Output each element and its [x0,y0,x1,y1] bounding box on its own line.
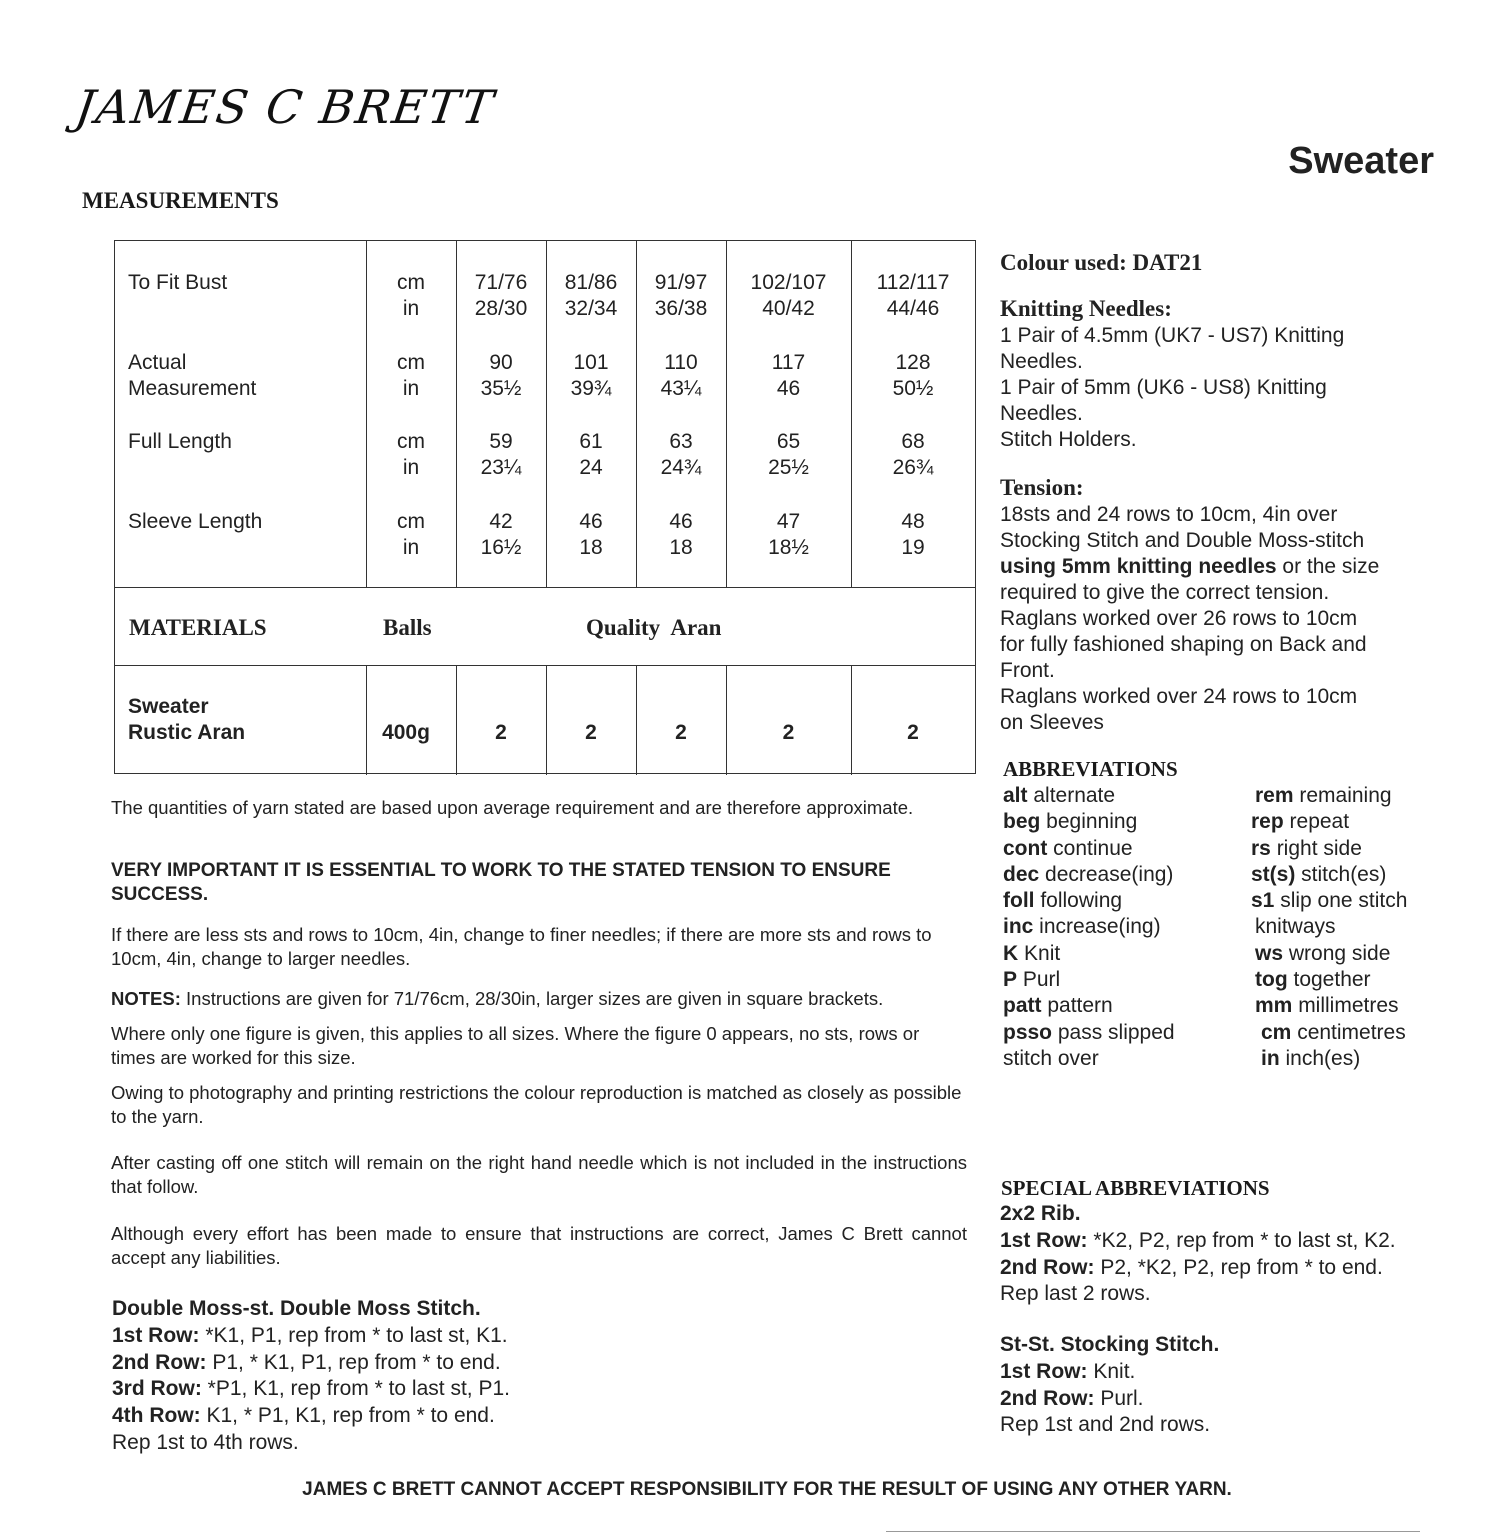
measurements-heading: MEASUREMENTS [82,188,279,213]
yarn-balls-cell: 2 [495,721,507,744]
brand-logo: JAMES C BRETT [72,80,499,134]
needles-list: 1 Pair of 4.5mm (UK7 - US7) Knitting Needles. 1 Pair of 5mm (UK6 - US8) Knitting Needles. Stitch Holders. [1000,324,1345,451]
units-cell: cm in [397,510,425,559]
yarn-balls-cell: 2 [782,721,795,744]
important-note: VERY IMPORTANT IT IS ESSENTIAL TO WORK TO THE STATED TENSION TO ENSURE SUCCESS. [111,860,891,905]
one-figure-note: Where only one figure is given, this applies to all sizes. Where the figure 0 appears, no sts, rows or times are worked for this size. [111,1023,920,1068]
value-cell: 110 43¼ [660,351,702,400]
value-cell: 117 46 [771,351,806,400]
units-cell: cm in [397,430,425,479]
liability-note: Although every effort has been made to ensure that instructions are correct, James C Brett cannot accept any liabilities. [111,1223,967,1268]
value-cell: 65 25½ [768,430,809,479]
value-cell: 63 24¾ [660,430,702,479]
value-cell: 101 39¾ [570,351,612,400]
value-cell: 91/97 36/38 [654,271,708,320]
page-title: Sweater [1288,140,1434,182]
yarn-balls-cell: 2 [907,721,919,744]
materials-label: MATERIALS [129,615,267,640]
balls-label: Balls [383,615,432,640]
value-cell: 68 26¾ [892,430,934,479]
double-moss-instructions: Double Moss-st. Double Moss Stitch. 1st Row: *K1, P1, rep from * to last st, K1. 2nd Row: P1, * K1, P1, rep from * to end. 3rd Row: *P1, K1, rep from * to last st, P1. 4th Row: K1, * P1, K1, rep from * to end. Rep 1st to 4th rows. [112,1297,510,1454]
rib-instructions: 2x2 Rib. 1st Row: *K2, P2, rep from * to last st, K2. 2nd Row: P2, *K2, P2, rep from * to end. Rep last 2 rows. [1000,1202,1396,1306]
value-cell: 46 18 [669,510,693,559]
row-label-sleeve-length: Sleeve Length [128,510,263,533]
notes-line: NOTES: Instructions are given for 71/76cm, 28/30in, larger sizes are given in square brackets. [111,988,884,1009]
units-cell: cm in [397,351,425,400]
value-cell: 71/76 28/30 [474,271,528,320]
value-cell: 61 24 [579,430,603,479]
quantities-note: The quantities of yarn stated are based upon average requirement and are therefore approximate. [111,797,914,818]
row-label-to-fit-bust: To Fit Bust [128,271,228,294]
yarn-balls-cell: 2 [675,721,687,744]
yarn-label: Sweater Rustic Aran [128,695,246,744]
abbreviations-left: alt alternate beg beginning cont continue dec decrease(ing) foll following inc increase(ing) K Knit P Purl patt pattern psso pass slipped stitch over [1003,784,1175,1070]
casting-off-note: After casting off one stitch will remain on the right hand needle which is not included in the instructions that follow. [111,1152,967,1197]
value-cell: 128 50½ [892,351,934,400]
tension-heading: Tension: [1000,475,1084,500]
value-cell: 48 19 [901,510,925,559]
needles-heading: Knitting Needles: [1000,296,1172,321]
yarn-balls-cell: 2 [585,721,597,744]
special-abbreviations-heading: SPECIAL ABBREVIATIONS [1001,1176,1270,1200]
measurements-table [114,240,976,774]
value-cell: 112/117 44/46 [876,271,950,320]
value-cell: 102/107 40/42 [750,271,827,320]
bottom-rule [886,1531,1420,1532]
needles-change-note: If there are less sts and rows to 10cm, 4in, change to finer needles; if there are more sts and rows to 10cm, 4in, change to larger needles. [111,924,932,969]
abbreviations-heading: ABBREVIATIONS [1003,757,1178,781]
colour-used: Colour used: DAT21 [1000,250,1203,275]
tension-text: 18sts and 24 rows to 10cm, 4in over Stocking Stitch and Double Moss-stitch using 5mm knitting needles or the size required to give the correct tension. Raglans worked over 26 rows to 10cm for fully fashioned shaping on Back and Front. Raglans worked over 24 rows to 10cm on Sleeves [1000,503,1380,734]
stocking-stitch-instructions: St-St. Stocking Stitch. 1st Row: Knit. 2nd Row: Purl. Rep 1st and 2nd rows. [1000,1333,1220,1437]
value-cell: 81/86 32/34 [564,271,618,320]
value-cell: 46 18 [579,510,603,559]
value-cell: 47 18½ [768,510,809,559]
yarn-weight: 400g [382,721,430,744]
abbreviations-right: rem remaining rep repeat rs right side st(s) stitch(es) s1 slip one stitch knitways ws wrong side tog together mm millimetres cm centimetres in inch(es) [1251,784,1408,1070]
footer-disclaimer: JAMES C BRETT CANNOT ACCEPT RESPONSIBILITY FOR THE RESULT OF USING ANY OTHER YARN. [302,1479,1232,1500]
value-cell: 90 35½ [480,351,522,400]
units-cell: cm in [397,271,425,320]
row-label-actual-measurement: Actual Measurement [128,351,257,400]
photography-note: Owing to photography and printing restrictions the colour reproduction is matched as closely as possible to the yarn. [111,1082,962,1127]
value-cell: 42 16½ [480,510,522,559]
quality-label: Quality Aran [586,615,722,640]
value-cell: 59 23¼ [480,430,522,479]
row-label-full-length: Full Length [128,430,232,453]
